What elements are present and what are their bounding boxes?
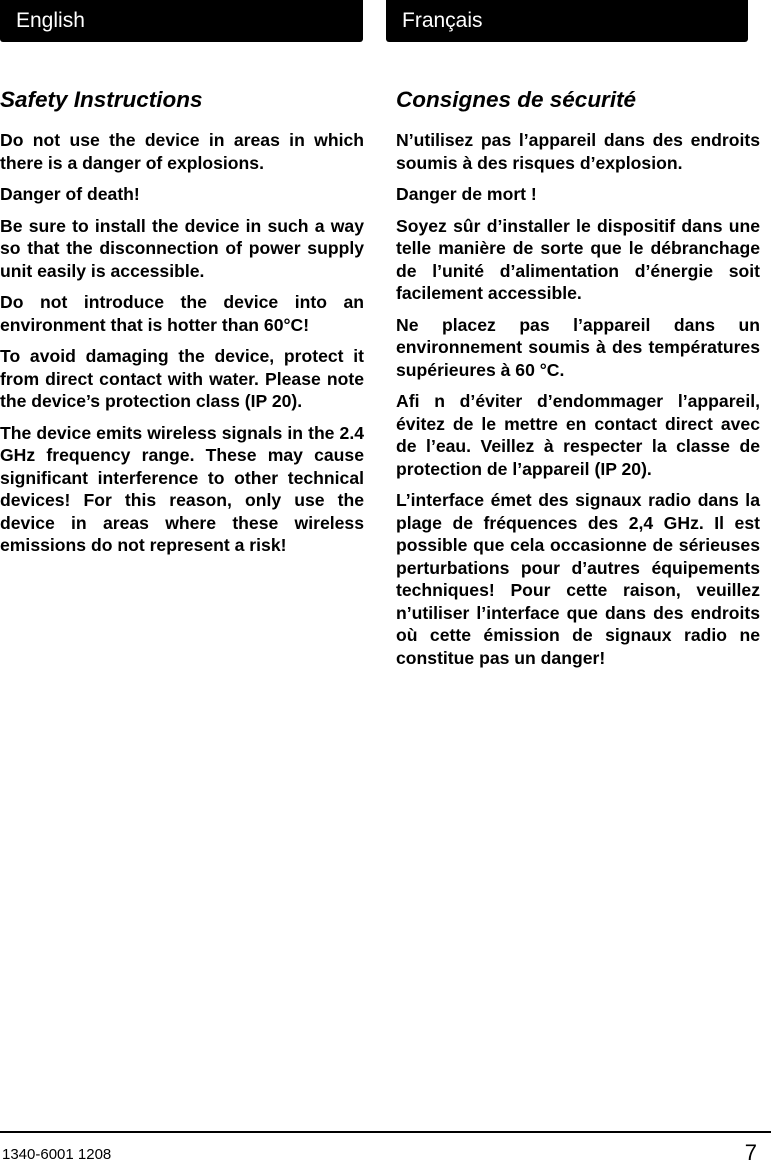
document-code: 1340-6001 1208 xyxy=(2,1146,112,1163)
footer-divider xyxy=(0,1131,771,1133)
french-paragraph-1: N’utilisez pas l’appareil dans des endroits soumis à des risques d’explosion. xyxy=(396,130,760,173)
page-number: 7 xyxy=(744,1140,757,1165)
english-paragraph-2: Danger of death! xyxy=(0,184,140,204)
english-paragraph-3: Be sure to install the device in such a way so that the disconnection of power supply unit easily is accessible. xyxy=(0,215,364,281)
french-paragraph-6: L’interface émet des signaux radio dans la plage de fréquences des 2,4 GHz. Il est possible que cela occasionne de sérieuses perturbations pour d’autres équipements techniques! Pour cette raison, veuillez n’utiliser l’interface que dans des endroits où cette émission de signaux radio ne constitue pas un danger! xyxy=(396,490,760,668)
english-paragraph-1: Do not use the device in areas in which there is a danger of explosions. xyxy=(0,130,364,173)
english-paragraph-4: Do not introduce the device into an environment that is hotter than 60°C! xyxy=(0,292,364,335)
french-paragraph-3: Soyez sûr d’installer le dispositif dans une telle manière de sorte que le débranchage de l’unité d’alimentation d’énergie soit facilement accessible. xyxy=(396,215,760,303)
english-paragraph-5: To avoid damaging the device, protect it from direct contact with water. Please note the device’s protection class (IP 20). xyxy=(0,346,364,411)
french-paragraph-2: Danger de mort ! xyxy=(396,184,537,204)
english-content xyxy=(0,84,364,566)
french-paragraph-4: Ne placez pas l’appareil dans un environnement soumis à des températures supérieures à 60 °C. xyxy=(396,314,760,380)
english-paragraph-6: The device emits wireless signals in the 2.4 GHz frequency range. These may cause significant interference to other technical devices! For this reason, only use the device in areas where these wireless emissions do not represent a risk! xyxy=(0,422,364,555)
english-section-title: Safety Instructions xyxy=(0,87,203,112)
french-paragraph-5: Afi n d’éviter d’endommager l’appareil, évitez de le mettre en contact direct avec de l’eau. Veillez à respecter la classe de protection de l’appareil (IP 20). xyxy=(396,391,760,479)
language-tab-french: Français xyxy=(386,0,748,42)
french-section-title: Consignes de sécurité xyxy=(396,87,637,112)
french-content xyxy=(396,84,760,678)
language-tab-english: English xyxy=(0,0,363,42)
